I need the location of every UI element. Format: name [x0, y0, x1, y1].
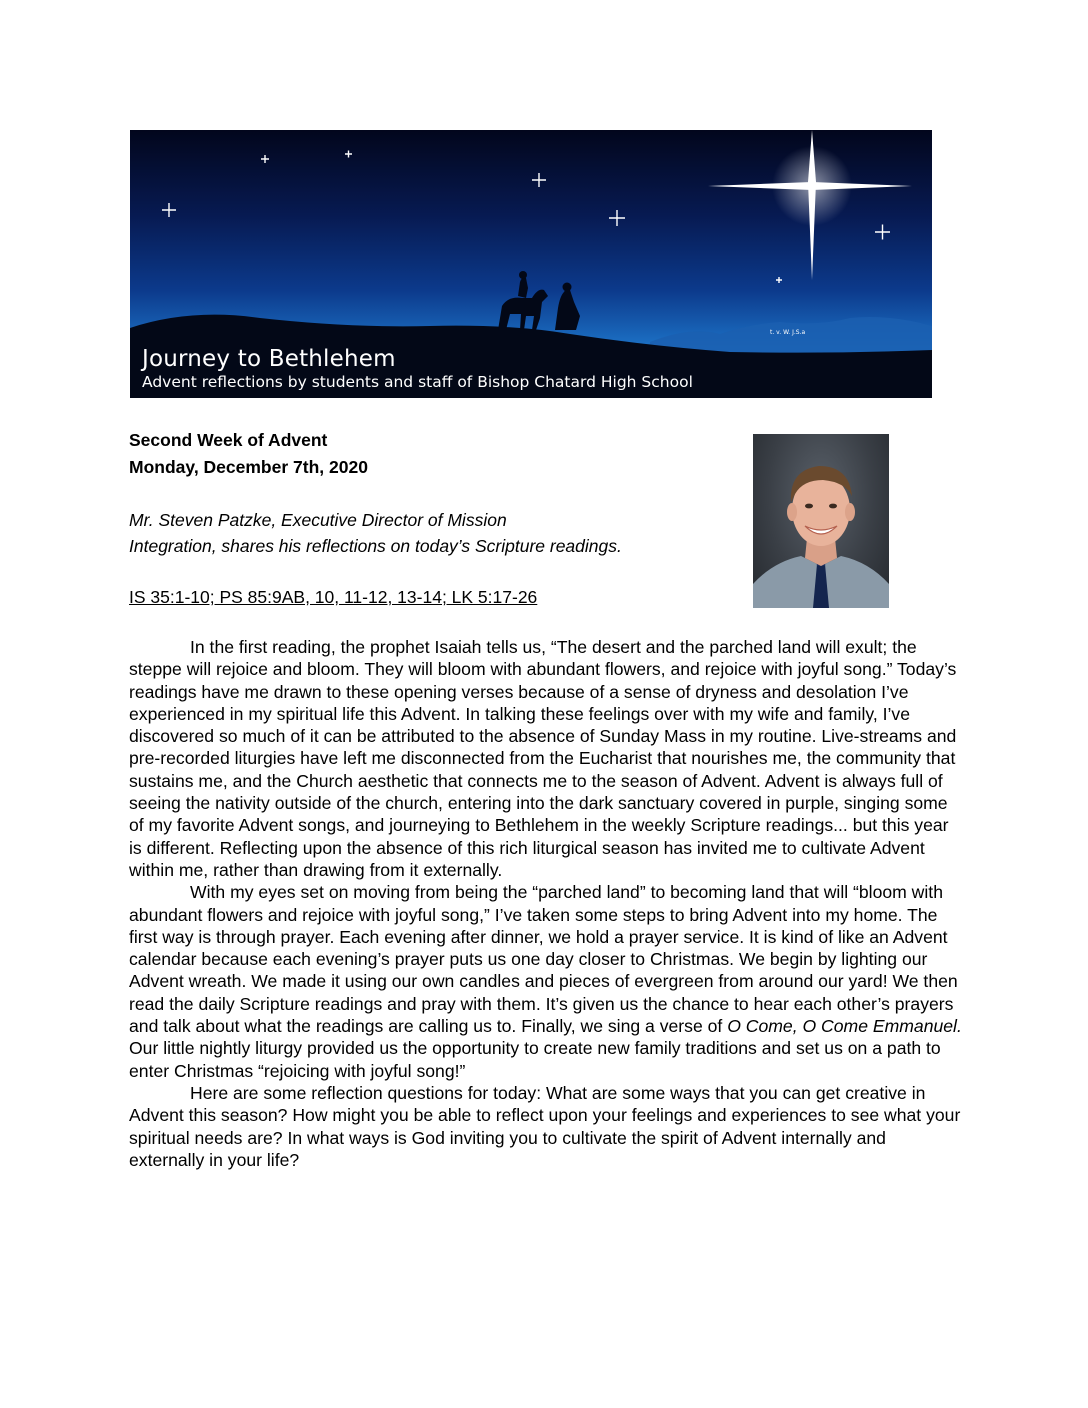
- paragraph-2-text-b: Our little nightly liturgy provided us the opportunity to create new family traditions and set us on a path to enter Christmas “rejoicing with joyful song!”: [129, 1038, 941, 1081]
- reflection-paragraph-2: [129, 881, 964, 1082]
- artist-signature: t. v. W. J.S.a: [770, 329, 806, 336]
- week-heading: Second Week of Advent: [129, 430, 328, 450]
- date-heading: Monday, December 7th, 2020: [129, 457, 368, 477]
- author-intro-line-1: Mr. Steven Patzke, Executive Director of Mission: [129, 510, 507, 530]
- travelers-silhouette-icon: [498, 271, 580, 330]
- author-intro-line-2: Integration, shares his reflections on today’s Scripture readings.: [129, 536, 622, 556]
- author-portrait: [753, 434, 889, 608]
- reflection-paragraph-1: In the first reading, the prophet Isaiah tells us, “The desert and the parched land will exult; the steppe will rejoice and bloom. They will bloom with abundant flowers, and rejoice with joyful song.” Today’s readings have me drawn to these opening verses because of a sense of dryness and desolation I’ve experienced in my spiritual life this Advent. In talking these feelings over with my wife and family, I’ve discovered so much of it can be attributed to the absence of Sunday Mass in my routine. Live-streams and pre-recorded liturgies have left me disconnected from the Eucharist that nourishes me, the community that sustains me, and the Church aesthetic that connects me to the season of Advent. Advent is always full of seeing the nativity outside of the church, entering into the dark sanctuary covered in purple, singing some of my favorite Advent songs, and journeying to Bethlehem in the weekly Scripture readings... but this year is different. Reflecting upon the absence of this rich liturgical season has invited me to cultivate Advent within me, rather than drawing from it externally.: [129, 637, 957, 880]
- paragraph-2-text-a: With my eyes set on moving from being the “parched land” to becoming land that will “bloom with abundant flowers and rejoice with joyful song,” I’ve taken some steps to bring Advent into my home. The first way is through prayer. Each evening after dinner, we hold a prayer service. It is kind of like an Advent calendar because each evening’s prayer puts us one day closer to Christmas. We begin by lighting our Advent wreath. We made it using our own candles and pieces of evergreen from around our yard! We then read the daily Scripture readings and pray with them. It’s given us the chance to hear each other’s prayers and talk about what the readings are calling us to. Finally, we sing a verse of: [129, 882, 958, 1037]
- banner-subtitle: Advent reflections by students and staff of Bishop Chatard High School: [142, 373, 693, 391]
- hymn-title: O Come, O Come Emmanuel.: [727, 1016, 962, 1037]
- header-banner: [130, 130, 932, 398]
- portrait-illustration: [753, 434, 889, 608]
- reflection-body: [129, 636, 964, 1171]
- banner-title: Journey to Bethlehem: [142, 346, 396, 372]
- scripture-readings-reference: IS 35:1-10; PS 85:9AB, 10, 11-12, 13-14; LK 5:17-26: [129, 587, 538, 607]
- reflection-paragraph-3: Here are some reflection questions for today: What are some ways that you can get creative in Advent this season? How might you be able to reflect upon your feelings and experiences to see what your spiritual needs are? In what ways is God inviting you to cultivate the spirit of Advent internally and externally in your life?: [129, 1082, 961, 1170]
